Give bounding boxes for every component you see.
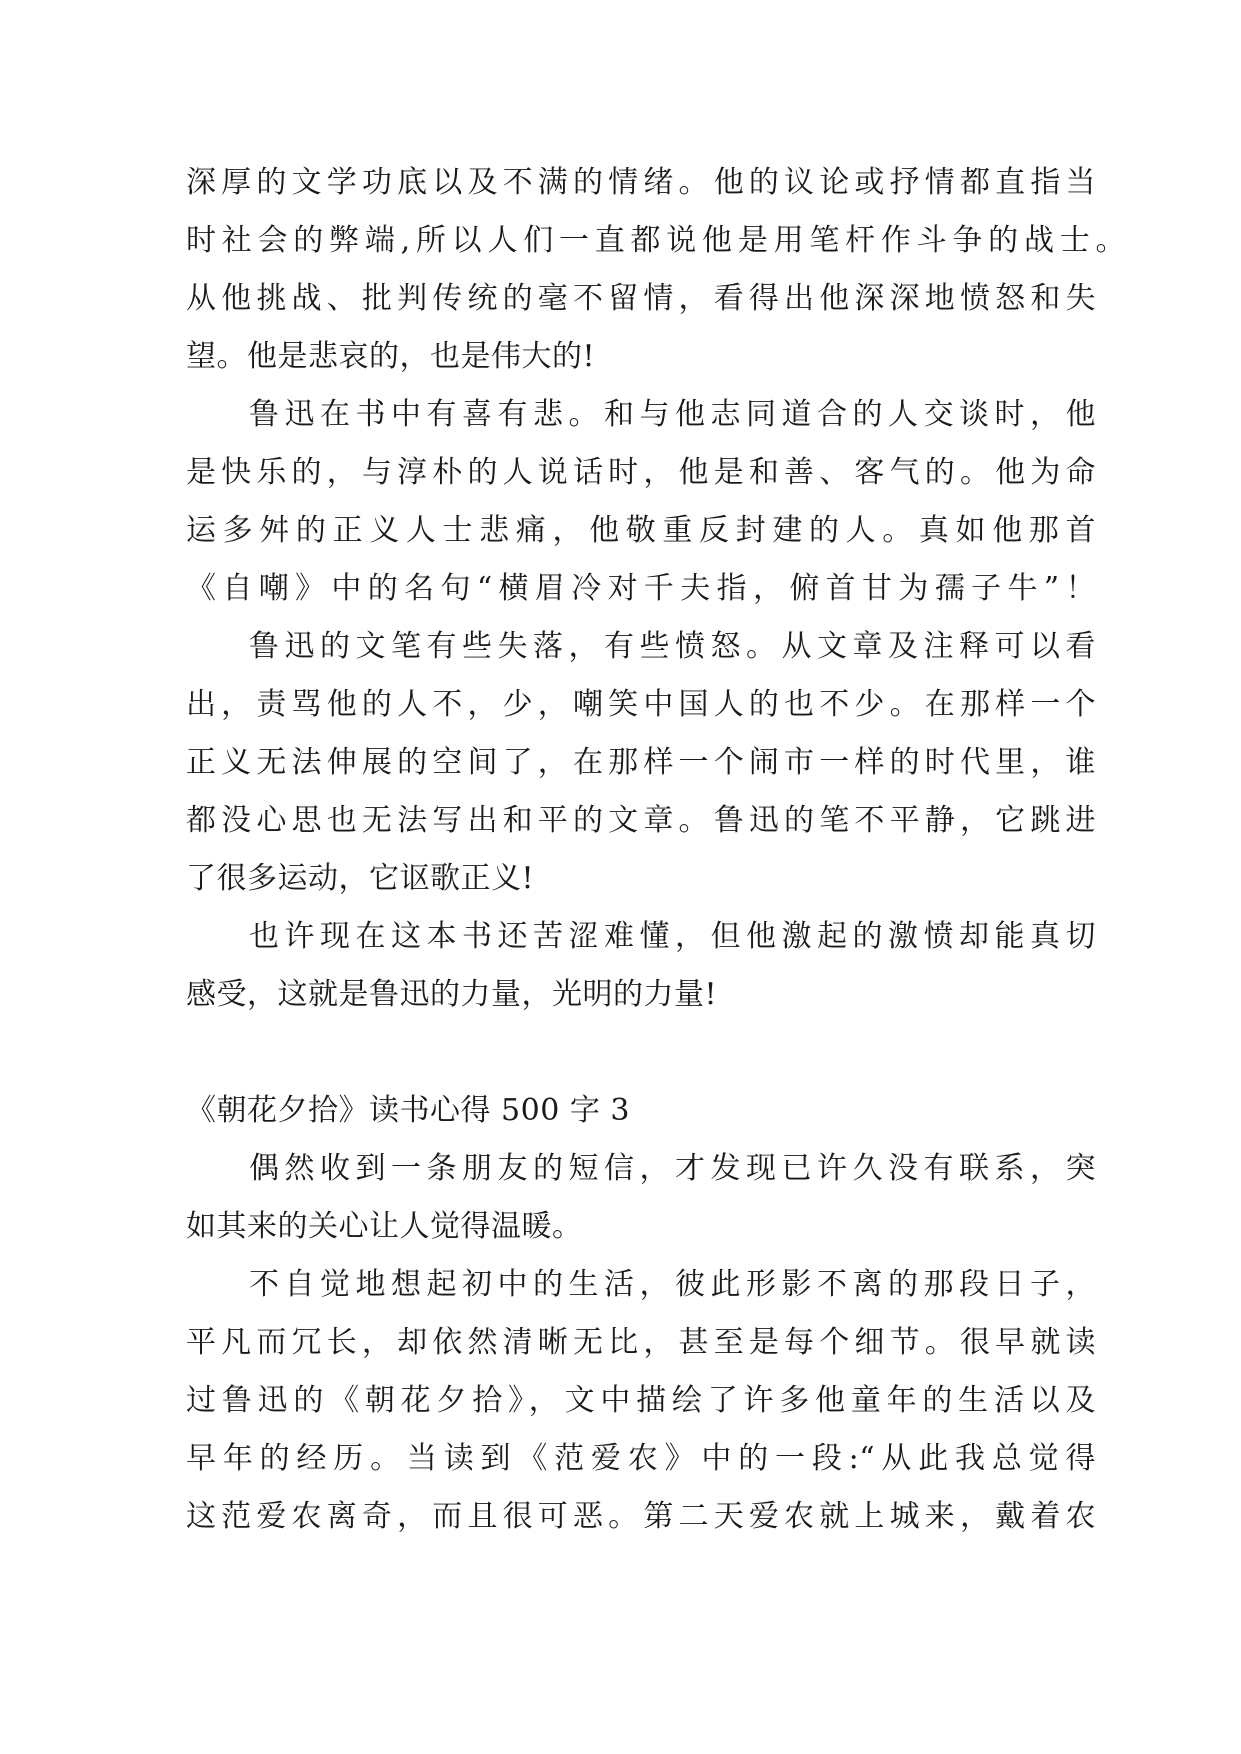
paragraph-line: 偶然收到一条朋友的短信，才发现已许久没有联系，突 xyxy=(249,1151,1096,1186)
paragraph-line: 鲁迅的文笔有些失落，有些愤怒。从文章及注释可以看 xyxy=(249,629,1096,664)
paragraph-line: 了很多运动，它讴歌正义! xyxy=(186,861,535,896)
paragraph-line: 不自觉地想起初中的生活，彼此形影不离的那段日子， xyxy=(249,1267,1096,1302)
paragraph-line: 正义无法伸展的空间了，在那样一个闹市一样的时代里，谁 xyxy=(186,745,1096,780)
paragraph-line: 平凡而冗长，却依然清晰无比，甚至是每个细节。很早就读 xyxy=(186,1325,1096,1360)
paragraph-line: 时社会的弊端,所以人们一直都说他是用笔杆作斗争的战士。 xyxy=(186,223,1126,258)
paragraph-line: 都没心思也无法写出和平的文章。鲁迅的笔不平静，它跳进 xyxy=(186,803,1096,838)
paragraph-line: 运多舛的正义人士悲痛，他敬重反封建的人。真如他那首 xyxy=(186,513,1096,548)
paragraph-line: 这范爱农离奇，而且很可恶。第二天爱农就上城来，戴着农 xyxy=(186,1499,1096,1534)
paragraph-line: 早年的经历。当读到《范爱农》中的一段:“从此我总觉得 xyxy=(186,1441,1096,1476)
paragraph-line: 过鲁迅的《朝花夕拾》，文中描绘了许多他童年的生活以及 xyxy=(186,1383,1096,1418)
paragraph-line: 也许现在这本书还苦涩难懂，但他激起的激愤却能真切 xyxy=(249,919,1096,954)
paragraph-line: 深厚的文学功底以及不满的情绪。他的议论或抒情都直指当 xyxy=(186,165,1096,200)
paragraph-line: 《自嘲》中的名句“横眉冷对千夫指，俯首甘为孺子牛”！ xyxy=(186,571,1096,606)
paragraph-line: 感受，这就是鲁迅的力量，光明的力量! xyxy=(186,977,718,1012)
paragraph-line: 如其来的关心让人觉得温暖。 xyxy=(186,1209,583,1244)
paragraph-line: 望。他是悲哀的，也是伟大的! xyxy=(186,339,596,374)
paragraph-line: 是快乐的，与淳朴的人说话时，他是和善、客气的。他为命 xyxy=(186,455,1096,490)
paragraph-line: 从他挑战、批判传统的毫不留情，看得出他深深地愤怒和失 xyxy=(186,281,1096,316)
section-title: 《朝花夕拾》读书心得 500 字 3 xyxy=(186,1093,630,1128)
paragraph-line: 出，责骂他的人不，少，嘲笑中国人的也不少。在那样一个 xyxy=(186,687,1096,722)
paragraph-line: 鲁迅在书中有喜有悲。和与他志同道合的人交谈时，他 xyxy=(249,397,1096,432)
